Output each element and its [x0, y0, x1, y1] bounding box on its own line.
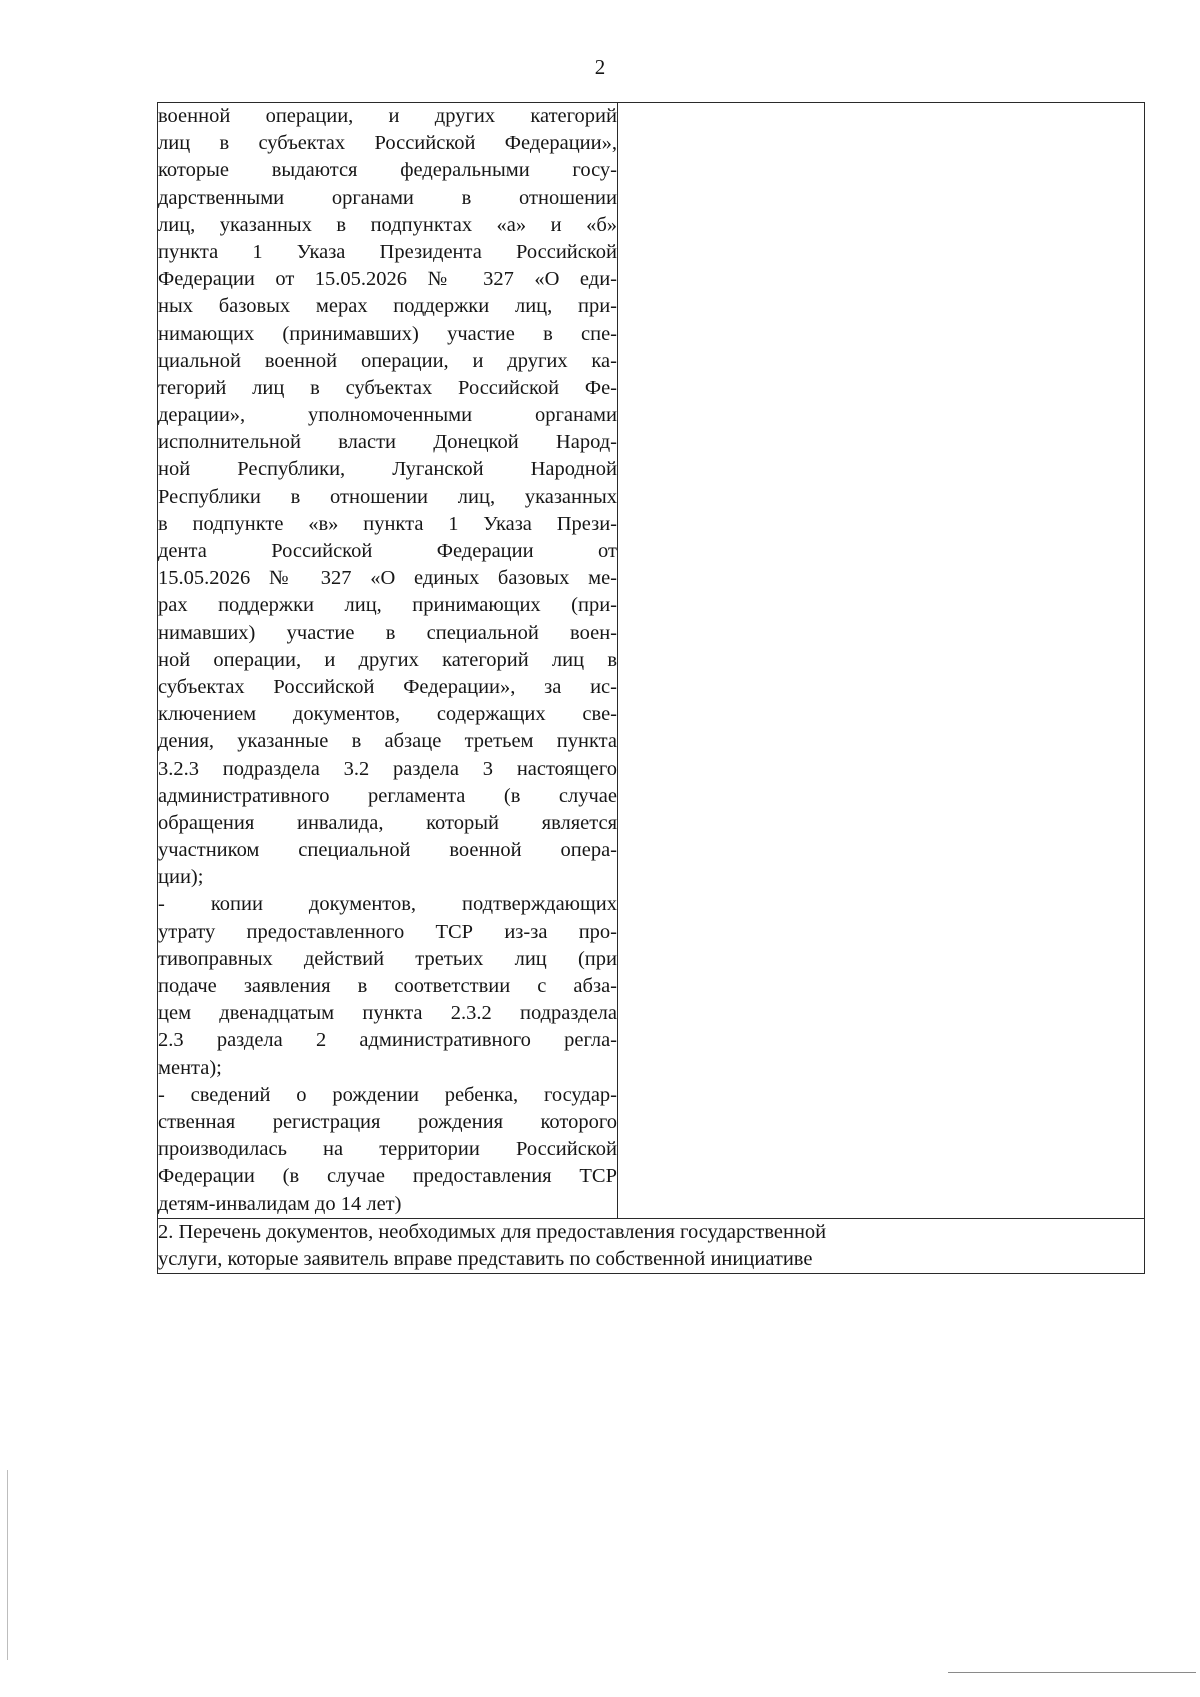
text-line: 3.2.3 подраздела 3.2 раздела 3 настоящего: [158, 757, 617, 780]
text-line: ных базовых мерах поддержки лиц, при-: [158, 295, 617, 318]
text-line: Федерации (в случае предоставления ТСР: [158, 1165, 617, 1188]
text-line: Федерации от 15.05.2026 № 327 «О еди-: [158, 268, 617, 291]
text-line: цем двенадцатым пункта 2.3.2 подраздела: [158, 1002, 617, 1025]
section-2-heading-text: [158, 1219, 1144, 1273]
text-line: субъектах Российской Федерации», за ис-: [158, 675, 617, 698]
text-line: циальной военной операции, и других ка-: [158, 349, 617, 372]
text-line: ключением документов, содержащих све-: [158, 703, 617, 726]
text-line: - сведений о рождении ребенка, государ-: [158, 1083, 617, 1106]
text-line: пункта 1 Указа Президента Российской: [158, 240, 617, 263]
text-line: детям-инвалидам до 14 лет): [158, 1192, 402, 1215]
scan-edge-line: [948, 1672, 1196, 1673]
text-line: в подпункте «в» пункта 1 Указа Прези-: [158, 512, 617, 535]
text-line: утрату предоставленного ТСР из-за про-: [158, 920, 617, 943]
text-line: дерации», уполномоченными органами: [158, 404, 617, 427]
table-cell-documents-list: [158, 103, 618, 1219]
text-line: ции);: [158, 866, 204, 889]
section-heading-line: услуги, которые заявитель вправе представить по собственной инициативе: [158, 1247, 813, 1270]
text-line: ственная регистрация рождения которого: [158, 1110, 617, 1133]
text-line: дента Российской Федерации от: [158, 540, 617, 562]
table-row-continuation: [158, 103, 1145, 1219]
text-line: тивоправных действий третьих лиц (при: [158, 947, 617, 970]
page-number: 2: [594, 55, 606, 79]
text-line: лиц в субъектах Российской Федерации»,: [158, 132, 617, 155]
section-heading-line: 2. Перечень документов, необходимых для предоставления государственной: [158, 1220, 827, 1243]
text-line: исполнительной власти Донецкой Народ-: [158, 431, 617, 454]
table-row-section-2: [158, 1218, 1145, 1273]
text-line: мента);: [158, 1056, 222, 1079]
table-cell-empty: [618, 103, 1145, 1219]
text-line: административного регламента (в случае: [158, 784, 617, 807]
text-line: дения, указанные в абзаце третьем пункта: [158, 730, 617, 753]
text-line: военной операции, и других категорий: [158, 105, 617, 127]
text-line: 15.05.2026 № 327 «О единых базовых ме-: [158, 567, 617, 590]
text-line: рах поддержки лиц, принимающих (при-: [158, 594, 617, 617]
text-line: ной операции, и других категорий лиц в: [158, 648, 617, 671]
text-line: нимающих (принимавших) участие в спе-: [158, 322, 617, 345]
text-line: которые выдаются федеральными госу-: [158, 159, 617, 182]
table-cell-section-2-heading: [158, 1218, 1145, 1273]
documents-list-text: [158, 103, 617, 1218]
text-line: лиц, указанных в подпунктах «а» и «б»: [158, 213, 617, 236]
text-line: производилась на территории Российской: [158, 1138, 617, 1161]
text-line: нимавших) участие в специальной воен-: [158, 621, 617, 644]
text-line: участником специальной военной опера-: [158, 839, 617, 862]
text-line: 2.3 раздела 2 административного регла-: [158, 1029, 617, 1052]
text-line: обращения инвалида, который является: [158, 811, 617, 834]
text-line: подаче заявления в соответствии с абза-: [158, 975, 617, 997]
text-line: дарственными органами в отношении: [158, 186, 617, 209]
document-table: [157, 102, 1145, 1274]
text-line: тегорий лиц в субъектах Российской Фе-: [158, 376, 617, 399]
text-line: Республики в отношении лиц, указанных: [158, 485, 617, 508]
text-line: - копии документов, подтверждающих: [158, 893, 617, 916]
text-line: ной Республики, Луганской Народной: [158, 458, 617, 481]
scan-edge-mark: [7, 1470, 8, 1660]
